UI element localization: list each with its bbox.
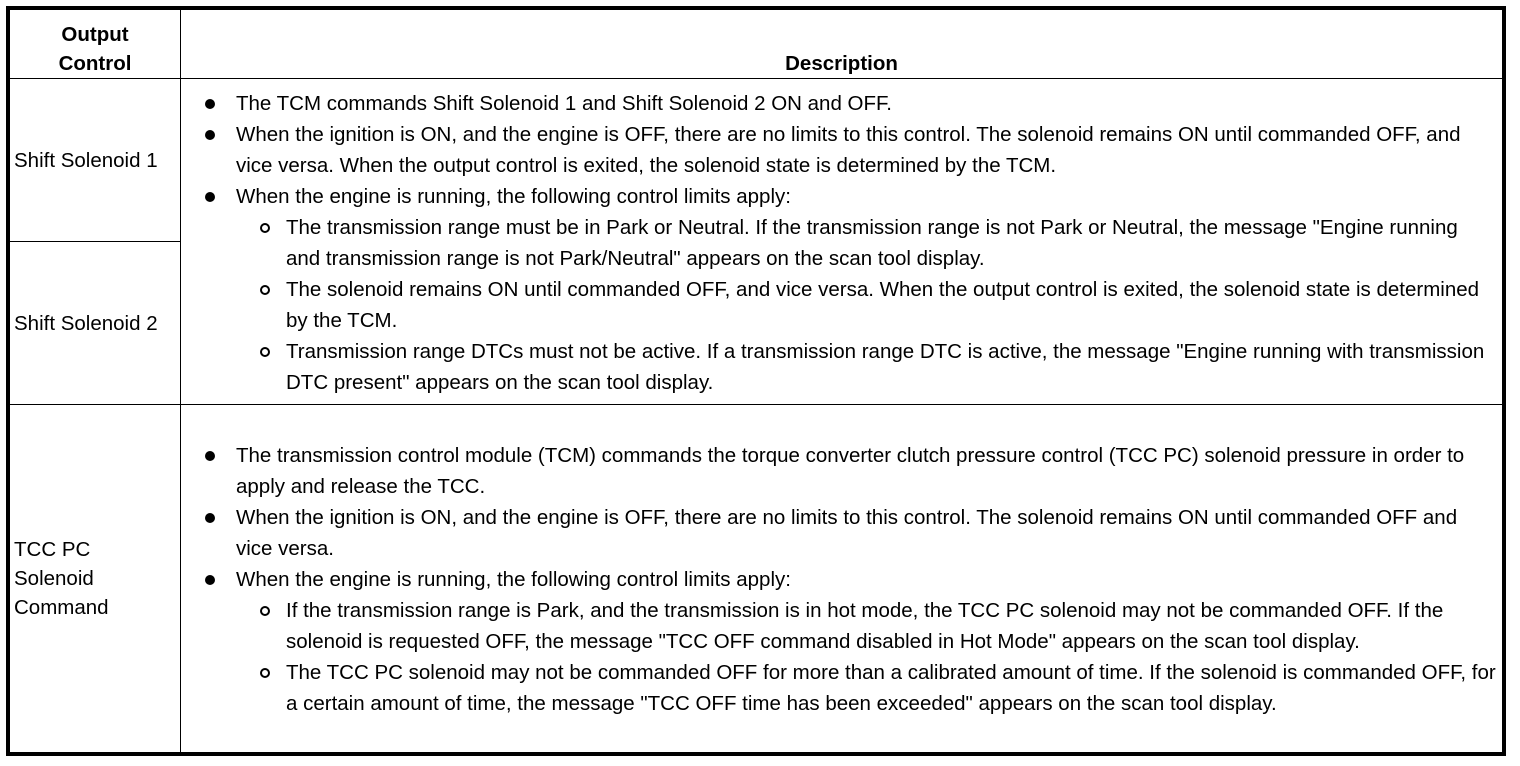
label-tcc-pc-solenoid-command: TCC PC Solenoid Command bbox=[10, 405, 181, 753]
bullet-list bbox=[181, 88, 1496, 398]
bullet-list bbox=[181, 440, 1496, 719]
list-item-text: When the engine is running, the following control limits apply: bbox=[236, 568, 791, 591]
table-row-shift-solenoid-1 bbox=[10, 79, 1503, 242]
list-item: When the ignition is ON, and the engine is OFF, there are no limits to this control. The solenoid remains ON until commanded OFF and vice versa. bbox=[181, 502, 1496, 564]
list-item: The transmission control module (TCM) commands the torque converter clutch pressure control (TCC PC) solenoid pressure in order to apply and release the TCC. bbox=[181, 440, 1496, 502]
output-control-table bbox=[9, 9, 1503, 753]
list-item bbox=[181, 181, 1496, 398]
header-output-control: Output Control bbox=[10, 10, 181, 79]
label-shift-solenoid-2: Shift Solenoid 2 bbox=[10, 242, 181, 405]
output-control-table-frame bbox=[6, 6, 1506, 756]
description-tcc-pc-solenoid bbox=[181, 405, 1503, 753]
list-item bbox=[181, 564, 1496, 719]
table-row-tcc-pc-solenoid bbox=[10, 405, 1503, 753]
list-item-text: When the engine is running, the following control limits apply: bbox=[236, 184, 791, 208]
sub-list-item: The transmission range must be in Park or Neutral. If the transmission range is not Park or Neutral, the message "Engine running and transmission range is not Park/Neutral" appears on the scan tool display. bbox=[236, 212, 1496, 274]
list-item: When the ignition is ON, and the engine is OFF, there are no limits to this control. The solenoid remains ON until commanded OFF, and vice versa. When the output control is exited, the solenoid state is determined by the TCM. bbox=[181, 119, 1496, 181]
sub-list-item: If the transmission range is Park, and the transmission is in hot mode, the TCC PC solenoid may not be commanded OFF. If the solenoid is requested OFF, the message "TCC OFF command disabled in Hot Mode" appears on the scan tool display. bbox=[236, 595, 1496, 657]
sub-list-item: The solenoid remains ON until commanded OFF, and vice versa. When the output control is exited, the solenoid state is determined by the TCM. bbox=[236, 274, 1496, 336]
sub-bullet-list bbox=[236, 595, 1496, 719]
sub-list-item: Transmission range DTCs must not be active. If a transmission range DTC is active, the message "Engine running with transmission DTC present" appears on the scan tool display. bbox=[236, 336, 1496, 398]
label-shift-solenoid-1: Shift Solenoid 1 bbox=[10, 79, 181, 242]
description-shift-solenoids bbox=[181, 79, 1503, 405]
header-row bbox=[10, 10, 1503, 79]
header-description: Description bbox=[181, 10, 1503, 79]
list-item: The TCM commands Shift Solenoid 1 and Shift Solenoid 2 ON and OFF. bbox=[181, 88, 1496, 119]
sub-bullet-list bbox=[236, 212, 1496, 398]
sub-list-item: The TCC PC solenoid may not be commanded OFF for more than a calibrated amount of time. If the solenoid is commanded OFF, for a certain amount of time, the message "TCC OFF time has been exceeded" appears on the scan tool display. bbox=[236, 657, 1496, 719]
